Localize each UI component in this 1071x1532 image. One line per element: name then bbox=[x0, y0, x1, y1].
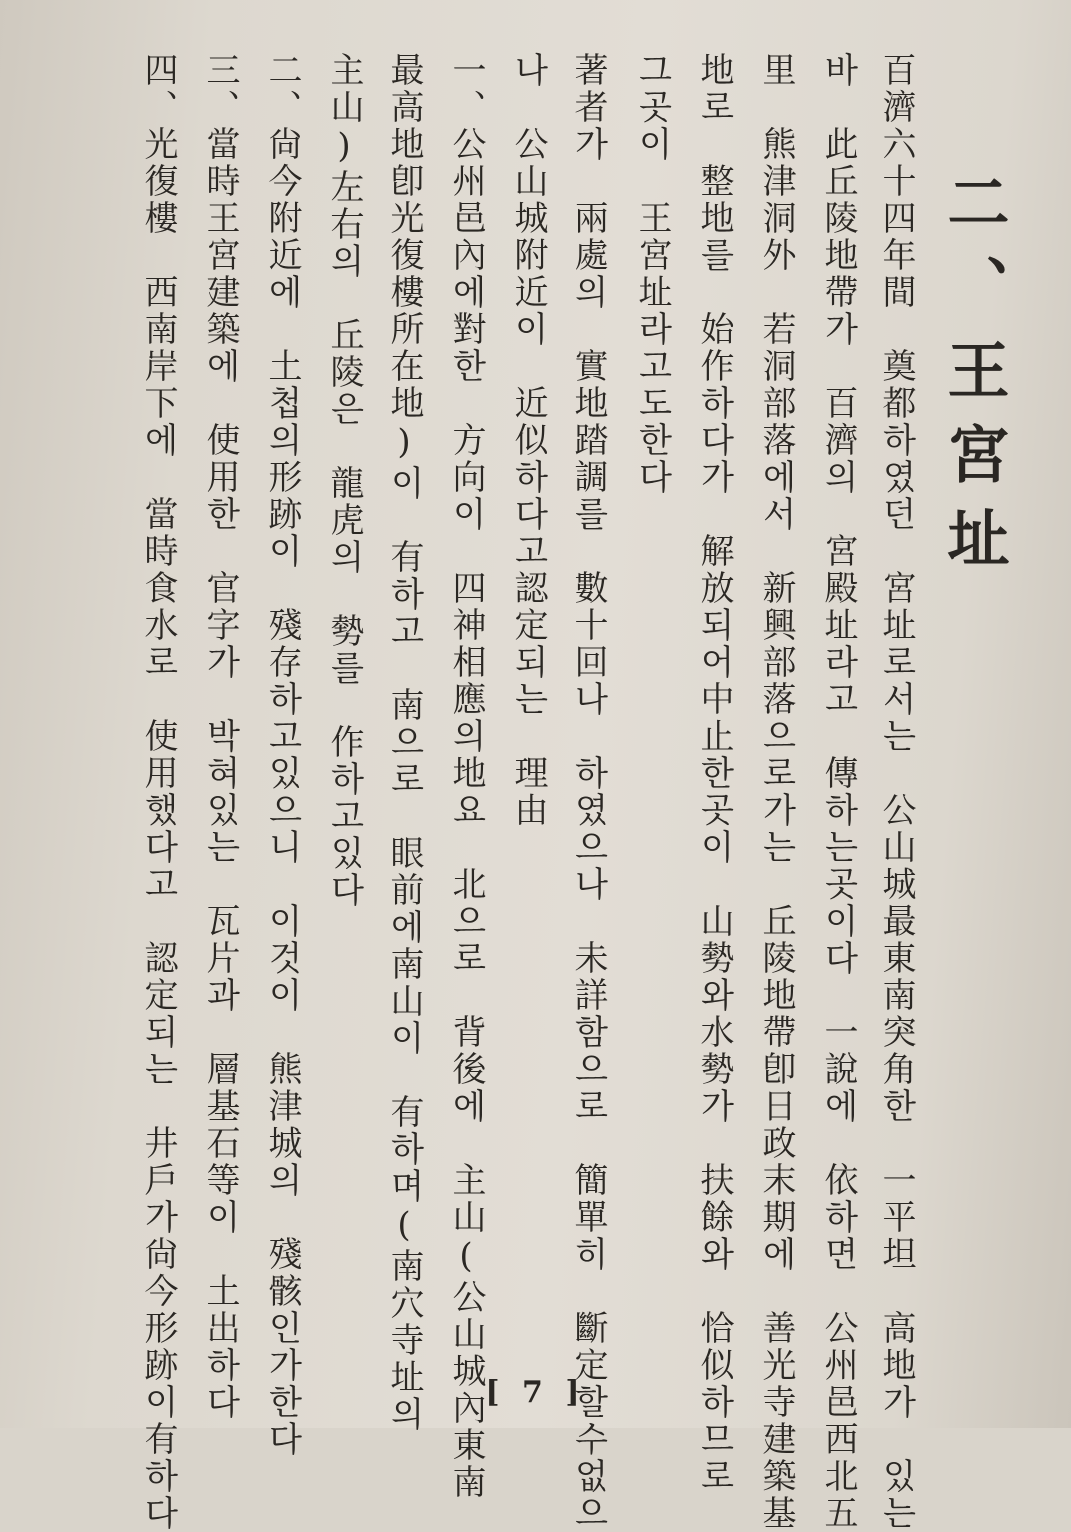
list-item-3: 三、當時王宮建築에 使用한 官字가 박혀있는 瓦片과 層基石等이 土出하다 bbox=[200, 52, 240, 1421]
list-item-4: 四、光復樓 西南岸下에 當時食水로 使用했다고 認定되는 井戶가尙今形跡이有하다 bbox=[138, 52, 178, 1532]
page-number: [ 7 ] bbox=[485, 1375, 586, 1410]
paragraph-line-4: 地로 整地를 始作하다가 解放되어中止한곳이 山勢와水勢가 扶餘와 恰似하므로 bbox=[694, 52, 734, 1495]
paragraph-line-1: 百濟六十四年間 奠都하였던 宮址로서는 公山城最東南突角한 一平坦 高地가 있는 bbox=[876, 52, 916, 1532]
paragraph-line-6: 著者가 兩處의 實地踏調를 數十回나 하였으나 未詳함으로 簡單히 斷定할수없으 bbox=[568, 52, 608, 1532]
paragraph-line-3: 里 熊津洞外 若洞部落에서 新興部落으로가는 丘陵地帶卽日政末期에 善光寺建築基 bbox=[756, 52, 796, 1532]
list-item-2: 二、尙今附近에 土첩의形跡이 殘存하고있으니 이것이 熊津城의 殘骸인가한다 bbox=[262, 52, 302, 1458]
section-title: 二、王宮址 bbox=[937, 170, 1010, 590]
paragraph-line-2: 바 此丘陵地帶가 百濟의 宮殿址라고 傳하는곳이다 一說에 依하면 公州邑西北五 bbox=[818, 52, 858, 1532]
list-item-1-cont: 最高地卽光復樓所在地)이 有하고 南으로 眼前에南山이 有하며(南穴寺址의 bbox=[384, 52, 424, 1433]
paragraph-line-7: 나 公山城附近이 近似하다고認定되는 理由 bbox=[508, 52, 548, 829]
list-item-1: 一、公州邑內에對한 方向이 四神相應의地요 北으로 背後에 主山(公山城內東南 bbox=[446, 52, 486, 1501]
paragraph-line-5: 그곳이 王宮址라고도한다 bbox=[632, 52, 672, 496]
list-item-1-cont-2: 主山)左右의 丘陵은 龍虎의 勢를 作하고있다 bbox=[324, 52, 364, 909]
